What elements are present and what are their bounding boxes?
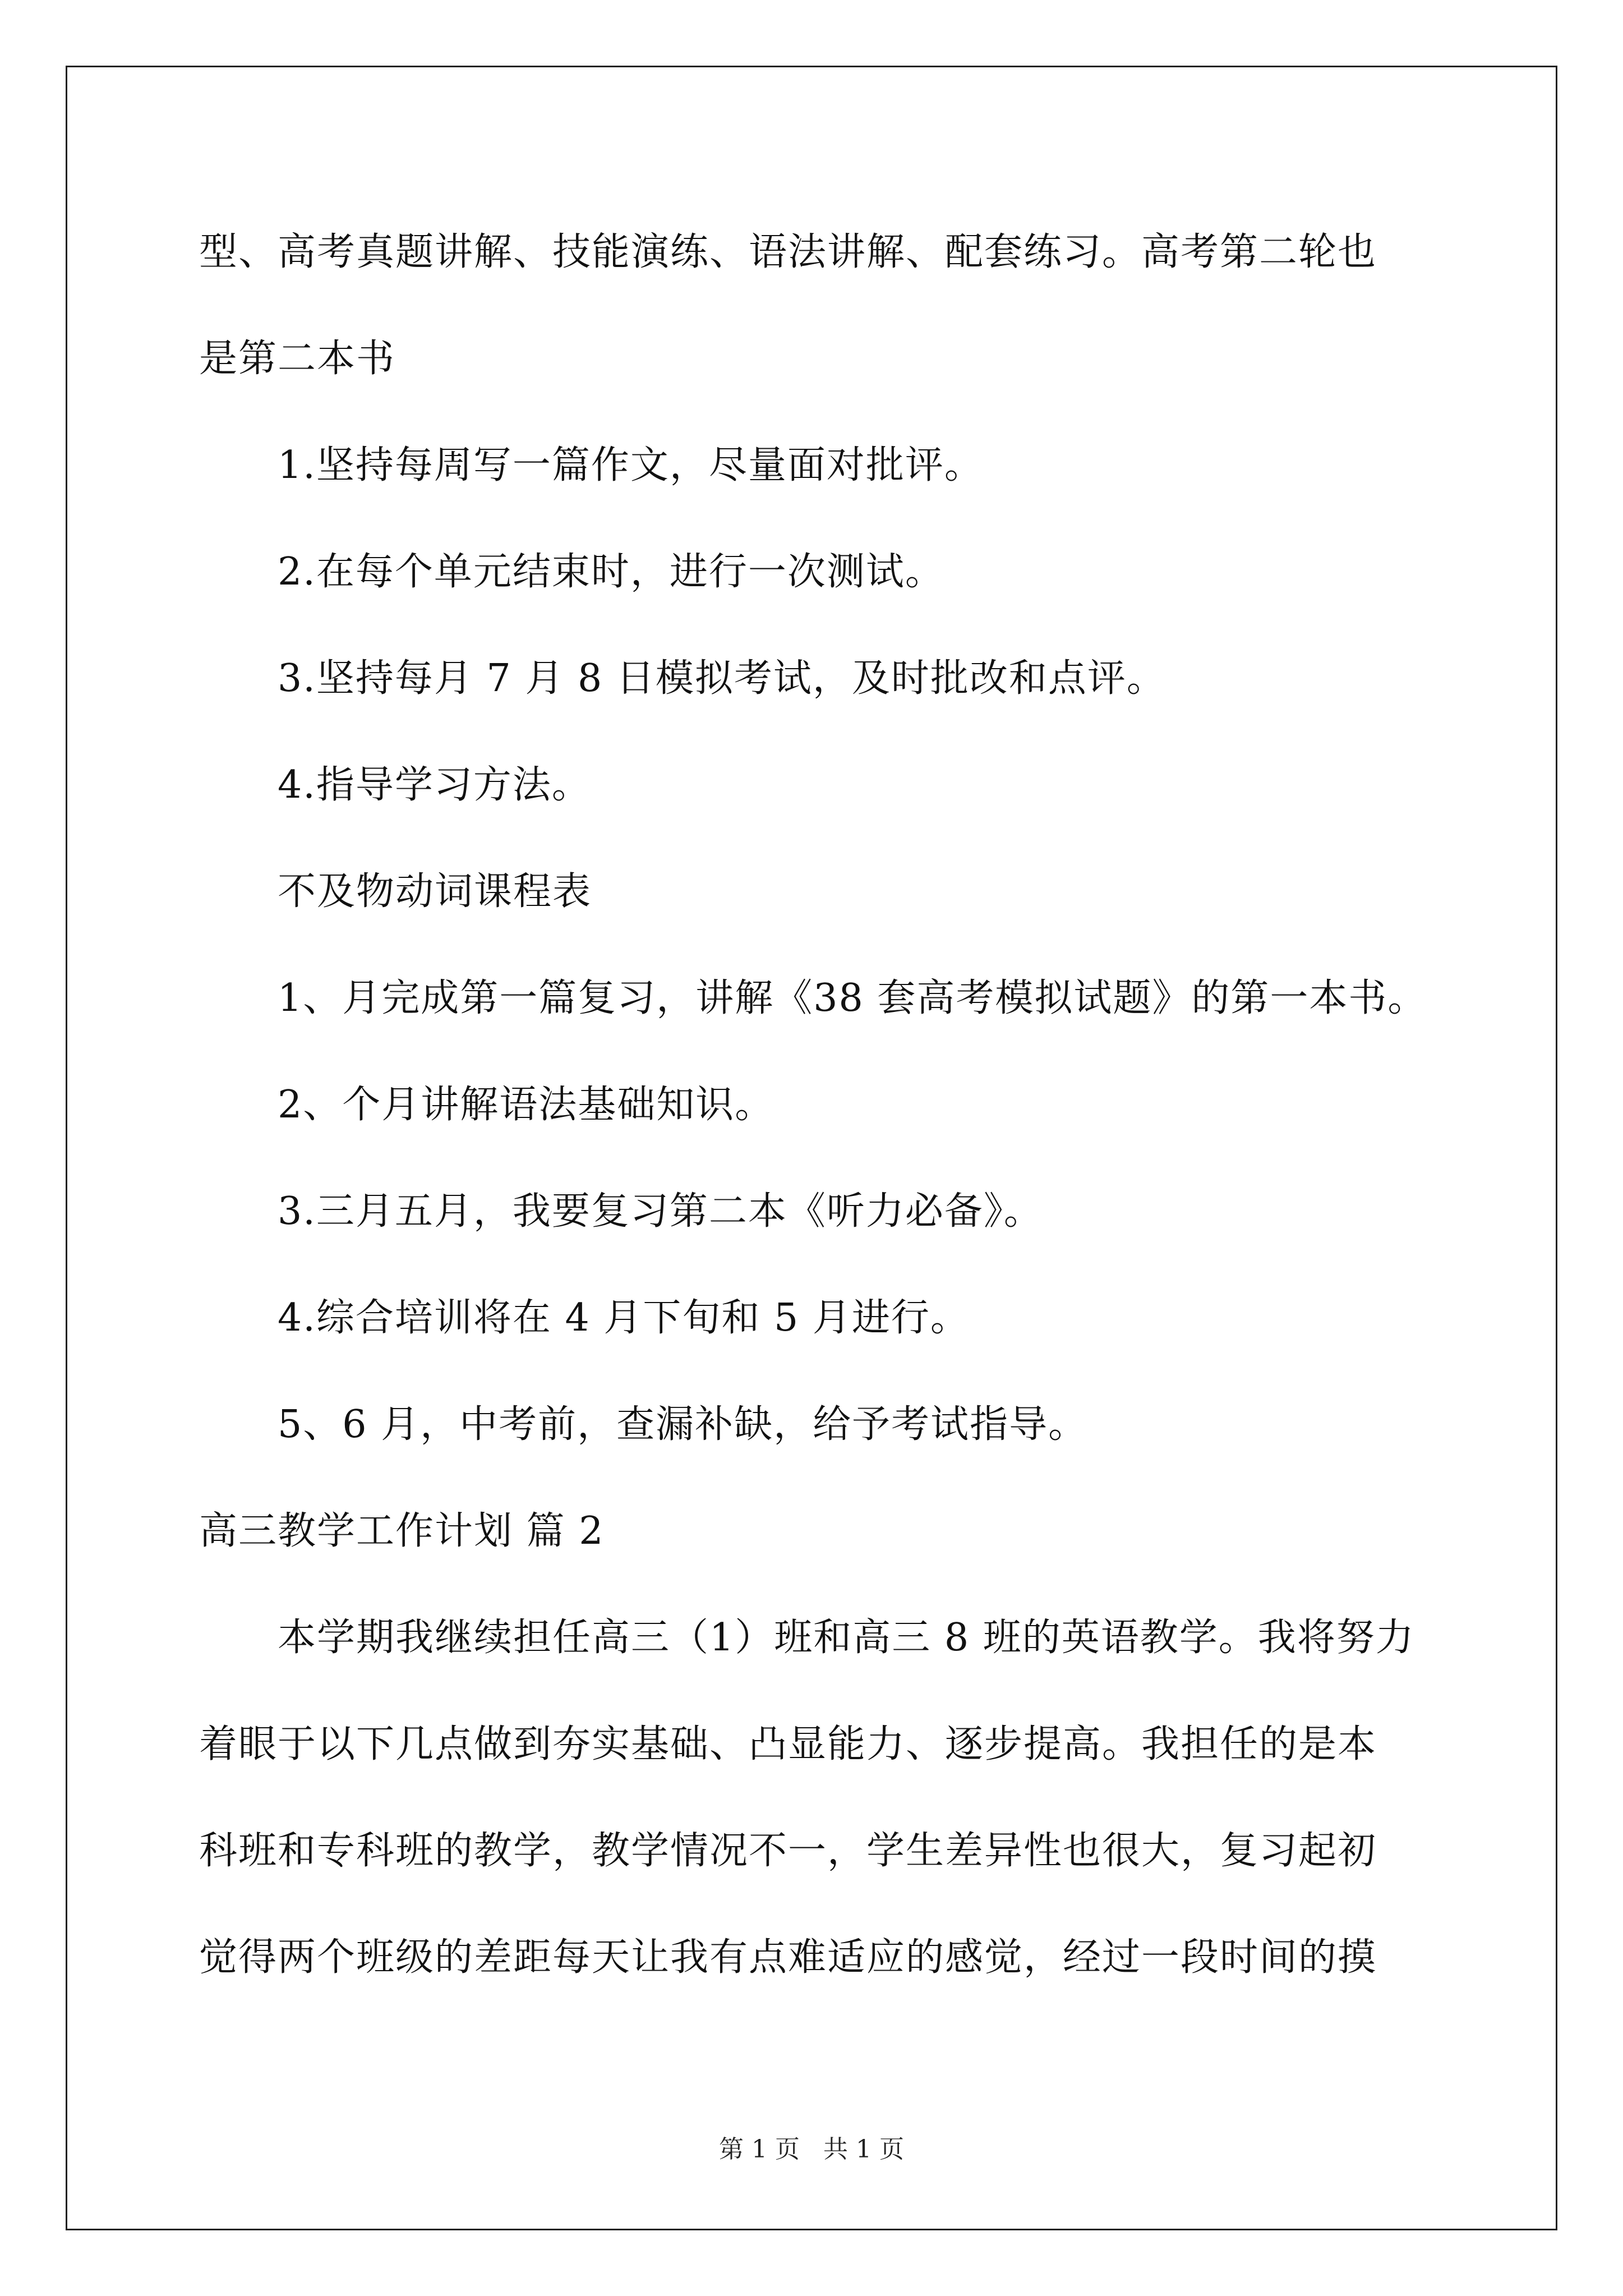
paragraph-line: 型、高考真题讲解、技能演练、语法讲解、配套练习。高考第二轮也 — [199, 230, 1377, 274]
list-item: 1.坚持每周写一篇作文，尽量面对批评。 — [278, 443, 984, 487]
list-item: 1、月完成第一篇复习，讲解《38 套高考模拟试题》的第一本书。 — [278, 976, 1427, 1020]
list-item: 2.在每个单元结束时，进行一次测试。 — [278, 550, 944, 594]
list-item: 4.综合培训将在 4 月下旬和 5 月进行。 — [278, 1296, 970, 1340]
page-border — [66, 66, 1557, 2230]
list-item: 5、6 月，中考前，查漏补缺，给予考试指导。 — [278, 1402, 1088, 1447]
list-item: 4.指导学习方法。 — [278, 763, 591, 807]
list-item: 3.坚持每月 7 月 8 日模拟考试，及时批改和点评。 — [278, 656, 1166, 701]
list-item: 3.三月五月，我要复习第二本《听力必备》。 — [278, 1189, 1043, 1234]
paragraph-line: 觉得两个班级的差距每天让我有点难适应的感觉，经过一段时间的摸 — [199, 1935, 1377, 1980]
paragraph-line: 是第二本书 — [199, 337, 396, 381]
section-heading: 高三教学工作计划 篇 2 — [199, 1509, 605, 1553]
paragraph-line: 科班和专科班的教学，教学情况不一，学生差异性也很大，复习起初 — [199, 1829, 1377, 1873]
paragraph-line: 着眼于以下几点做到夯实基础、凸显能力、逐步提高。我担任的是本 — [199, 1722, 1377, 1766]
paragraph-line: 本学期我继续担任高三（1）班和高三 8 班的英语教学。我将努力 — [278, 1616, 1415, 1660]
subheading: 不及物动词课程表 — [278, 869, 592, 914]
page-footer: 第 1 页 共 1 页 — [719, 2135, 904, 2164]
list-item: 2、个月讲解语法基础知识。 — [278, 1083, 774, 1127]
